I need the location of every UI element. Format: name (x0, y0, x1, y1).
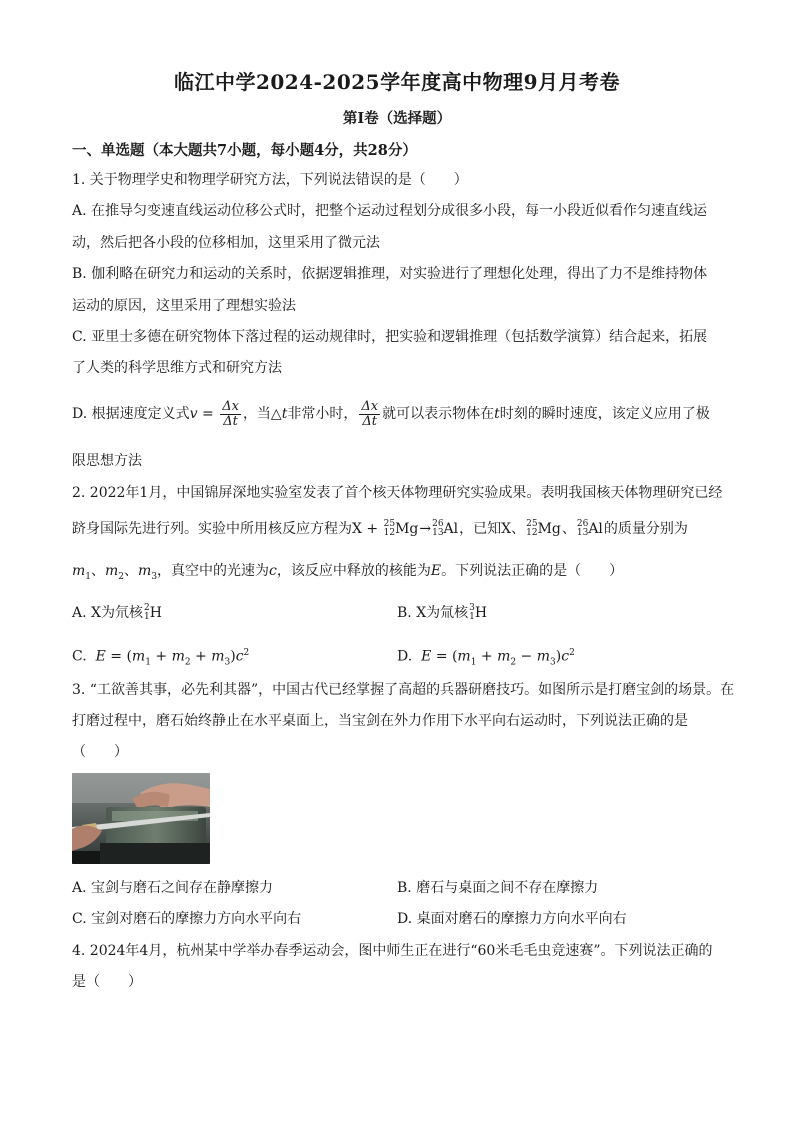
q2-c-prefix: C. (72, 648, 87, 665)
q1-option-a-line2: 动，然后把各小段的位移相加，这里采用了微元法 (72, 235, 380, 251)
q1-option-d-line1 (72, 396, 722, 432)
q2-c-m2: m (171, 648, 185, 665)
q2-mg-nuclide (384, 517, 419, 541)
q2-c-m3-sub: 3 (224, 657, 231, 668)
q2-d-close: ) (555, 648, 562, 665)
q2-al-symbol: Al (443, 521, 459, 537)
q2-d-plus: + (476, 648, 498, 665)
exam-subtitle: 第I卷（选择题） (342, 110, 452, 127)
q3-option-c: C. 宝剑对磨石的摩擦力方向水平向右 (72, 911, 302, 927)
q2-b-prefix: B. X为氚核 (397, 605, 469, 621)
q2-d-prefix: D. (397, 648, 413, 665)
q2-c-m1-sub: 1 (145, 657, 151, 668)
sword-sharpening-illustration (72, 773, 210, 864)
q2-h3-symbol: H (474, 605, 488, 621)
q2-a-prefix: A. X为氘核 (72, 605, 143, 621)
q2-h3-mass: 3 (469, 603, 475, 613)
q2-c-close: ) (230, 648, 236, 665)
q2-al-nuclide (432, 517, 458, 541)
q2-m1: m (72, 563, 86, 579)
q2-d-m2-sub: 2 (510, 657, 517, 668)
q2-l3-rest3: 。下列说法正确的是（ ） (441, 563, 624, 579)
q2-d-c: c (561, 648, 570, 665)
q2-l2-end: 的质量分别为 (603, 521, 688, 537)
q1-d-mid1: ，当△ (242, 406, 282, 422)
q1-d-prefix: D. 根据速度定义式 (72, 406, 190, 422)
q2-d-m3-sub: 3 (550, 657, 556, 668)
q2-h2-nuclide (144, 601, 162, 625)
q2-d-m2: m (497, 648, 511, 665)
q2-al2-atomic: 13 (576, 528, 589, 538)
q2-option-d (397, 643, 727, 672)
q2-d-E: E (421, 648, 432, 665)
q2-mg-mass: 25 (383, 519, 396, 529)
q2-m2: m (105, 563, 119, 579)
q2-mg2-atomic: 12 (526, 528, 538, 538)
q2-mg2-mass: 25 (526, 519, 538, 529)
q2-mg-symbol: Mg (395, 521, 419, 537)
q1-d-frac2-num: Δx (361, 398, 379, 414)
q2-d-m1-sub: 1 (470, 657, 477, 668)
q1-option-a-line1: A. 在推导匀变速直线运动位移公式时，把整个运动过程划分成很多小段，每一小段近似看作匀速直线运 (72, 203, 708, 219)
q2-option-c (72, 643, 372, 672)
q2-c-c: c (235, 648, 244, 665)
q2-l3-rest2: ，该反应中释放的核能为 (276, 563, 431, 579)
q3-option-a: A. 宝剑与磨石之间存在静摩擦力 (72, 880, 274, 896)
q1-option-c-line1: C. 亚里士多德在研究物体下落过程的运动规律时，把实验和逻辑推理（包括数学演算）结合起来，拓展 (72, 329, 708, 345)
q1-d-frac1-den: Δt (223, 413, 238, 429)
q4-line1: 4. 2024年4月，杭州某中学举办春季运动会，图中师生正在进行“60米毛毛虫竞速赛”。下列说法正确的 (72, 943, 713, 959)
q3-line3: （ ） (72, 744, 128, 760)
q2-d-eq: = ( (431, 648, 458, 665)
q1-d-eq: = (197, 406, 219, 422)
q1-d-fraction-2 (359, 400, 380, 429)
q2-h2-mass: 2 (143, 603, 150, 613)
q2-dun2: 、 (124, 563, 139, 579)
q3-line1: 3. “工欲善其事，必先利其器”，中国古代已经掌握了高超的兵器研磨技巧。如图所示是打磨宝剑的场景。在 (72, 682, 735, 698)
q1-d-end: 时刻的瞬时速度，该定义应用了极 (499, 406, 710, 422)
q1-option-d-line2: 限思想方法 (72, 453, 142, 469)
q2-c-plus2: + (190, 648, 212, 665)
q2-c-plus1: + (150, 648, 172, 665)
q2-c-m3: m (211, 648, 225, 665)
q2-line1: 2. 2022年1月，中国锦屏深地实验室发表了首个核天体物理研究实验成果。表明我国核天体物理研究已经 (72, 485, 723, 501)
q2-line3 (72, 561, 722, 587)
q2-c-eq: = ( (105, 648, 132, 665)
q2-m3: m (138, 563, 152, 579)
q2-arrow: → (419, 521, 432, 537)
q2-c-E: E (95, 648, 106, 665)
q2-h3-nuclide (469, 601, 487, 625)
q2-option-a (72, 601, 372, 625)
q2-al2-mass: 26 (576, 519, 589, 529)
q1-d-frac2-den: Δt (362, 413, 378, 429)
q1-d-frac1-num: Δx (222, 398, 239, 414)
q2-option-b (397, 601, 727, 625)
q2-l2-prefix: 跻身国际先进行列。实验中所用核反应方程为X + (72, 521, 379, 537)
q1-d-fraction-1 (220, 400, 241, 429)
q2-d-sq: 2 (569, 648, 575, 658)
q2-h2-atomic: 1 (143, 612, 150, 622)
q1-option-b-line1: B. 伽利略在研究力和运动的关系时，依据逻辑推理，对实验进行了理想化处理，得出了力不是维持物体 (72, 266, 708, 282)
q2-m1-sub: 1 (85, 571, 92, 582)
q2-al2-symbol: Al (588, 521, 603, 537)
q3-option-b: B. 磨石与桌面之间不存在摩擦力 (397, 880, 599, 896)
q2-d-minus: − (516, 648, 537, 665)
q1-option-b-line2: 运动的原因，这里采用了理想实验法 (72, 298, 296, 314)
q2-al-mass: 26 (432, 519, 444, 529)
q2-h3-atomic: 1 (469, 612, 475, 622)
q1-d-t2: t (494, 406, 500, 422)
q2-l2-sep: 、 (561, 521, 576, 537)
q4-line2: 是（ ） (72, 974, 142, 990)
q1-d-v: v (189, 406, 198, 422)
q2-d-m1: m (457, 648, 471, 665)
q2-c: c (269, 563, 277, 579)
q2-mg-nuclide-2 (526, 517, 561, 541)
q1-option-c-line2: 了人类的科学思维方式和研究方法 (72, 360, 282, 376)
q2-al-nuclide-2 (577, 517, 603, 541)
q2-h2-symbol: H (149, 605, 162, 621)
q2-d-m3: m (536, 648, 551, 665)
q2-mg2-symbol: Mg (537, 521, 561, 537)
q2-l3-rest: ，真空中的光速为 (157, 563, 270, 579)
q2-al-atomic: 13 (432, 528, 444, 538)
q2-E: E (430, 563, 442, 579)
q3-option-d: D. 桌面对磨石的摩擦力方向水平向右 (397, 911, 627, 927)
q2-c-m1: m (131, 648, 146, 665)
q2-mg-atomic: 12 (383, 528, 396, 538)
q1-d-mid2: 非常小时， (287, 406, 358, 422)
section-heading: 一、单选题（本大题共7小题，每小题4分，共28分） (72, 142, 417, 159)
q2-c-sq: 2 (243, 648, 250, 658)
q2-l2-mid: ，已知X、 (459, 521, 526, 537)
exam-title: 临江中学2024-2025学年度高中物理9月月考卷 (173, 70, 621, 94)
q2-dun1: 、 (91, 563, 106, 579)
q2-m2-sub: 2 (118, 571, 125, 582)
q2-c-m2-sub: 2 (184, 657, 191, 668)
q2-m3-sub: 3 (151, 571, 158, 582)
q1-d-t: t (281, 406, 288, 422)
sword-sharpening-photo (72, 773, 210, 864)
q1-stem: 1. 关于物理学史和物理学研究方法，下列说法错误的是（ ） (72, 172, 468, 188)
q2-line2 (72, 517, 722, 541)
q1-d-mid3: 就可以表示物体在 (382, 406, 495, 422)
q3-line2: 打磨过程中，磨石始终静止在水平桌面上，当宝剑在外力作用下水平向右运动时，下列说法正确的是 (72, 713, 688, 729)
